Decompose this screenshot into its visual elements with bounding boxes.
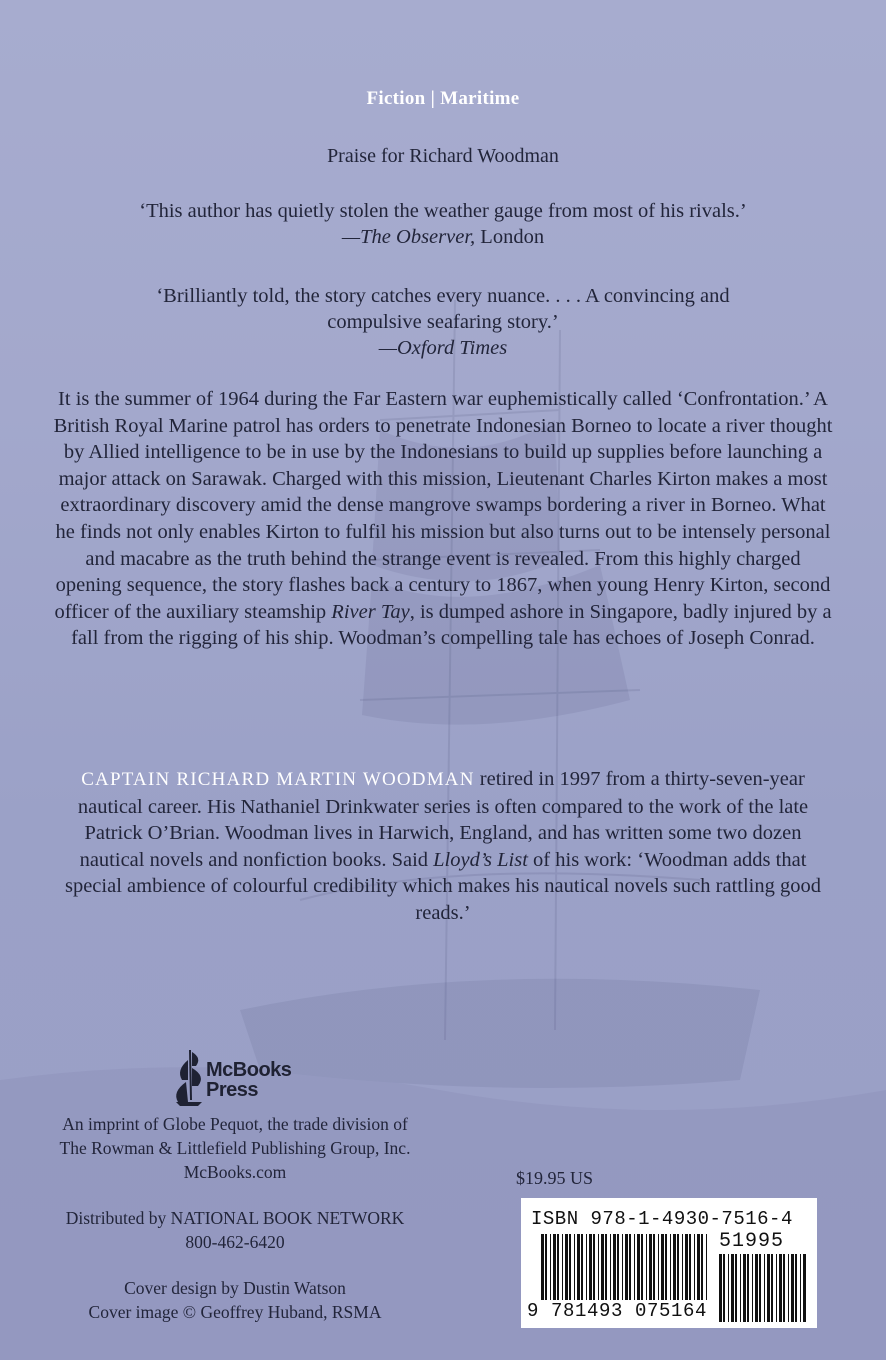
barcode-bar	[610, 1234, 611, 1302]
isbn-number: ISBN 978-1-4930-7516-4	[531, 1208, 793, 1230]
barcode-bar	[791, 1254, 794, 1322]
barcode-bar	[719, 1254, 722, 1322]
ship-icon	[172, 1048, 206, 1106]
barcode-bar	[759, 1254, 761, 1322]
barcode-bar	[752, 1254, 753, 1322]
barcode-bar	[625, 1234, 628, 1302]
barcode-bar	[661, 1234, 664, 1302]
barcode-bar	[755, 1254, 758, 1322]
barcode-bar	[601, 1234, 604, 1302]
barcode-bar	[562, 1234, 563, 1302]
barcode-bar	[593, 1234, 595, 1302]
barcode-bar	[605, 1234, 607, 1302]
distributor-phone: 800-462-6420	[185, 1232, 285, 1252]
author-name: CAPTAIN RICHARD MARTIN WOODMAN	[81, 769, 475, 790]
barcode-bar	[586, 1234, 587, 1302]
barcode-bar	[743, 1254, 746, 1322]
barcode-bar	[557, 1234, 559, 1302]
quote-place: London	[475, 226, 545, 248]
publisher-info	[20, 1112, 450, 1184]
quote-source: —The Observer,	[341, 226, 476, 248]
quote-text: ‘This author has quietly stolen the weather gauge from most of his rivals.’	[139, 200, 747, 222]
barcode-bar	[613, 1234, 616, 1302]
ship-name: River Tay	[331, 600, 410, 623]
quote-attribution	[0, 335, 886, 361]
barcode-bar	[653, 1234, 655, 1302]
quote-text-line1: ‘Brilliantly told, the story catches every nuance. . . . A convincing and	[156, 285, 730, 307]
barcode-bar	[677, 1234, 679, 1302]
cover-image-credit: Cover image © Geoffrey Huband, RSMA	[88, 1302, 382, 1322]
barcode-bar	[800, 1254, 801, 1322]
barcode-bar	[767, 1254, 770, 1322]
ean-digits: 9 781493 075164	[527, 1300, 708, 1322]
publisher-line2: The Rowman & Littlefield Publishing Group, Inc.	[59, 1138, 411, 1158]
barcode-bar	[728, 1254, 729, 1322]
barcode-bar	[682, 1234, 683, 1302]
barcode-bar	[783, 1254, 785, 1322]
barcode-bar	[577, 1234, 580, 1302]
barcode-bar	[706, 1234, 707, 1302]
barcode-bar	[649, 1234, 652, 1302]
barcode-bar	[673, 1234, 676, 1302]
barcode-bar	[569, 1234, 571, 1302]
barcode-bar	[637, 1234, 640, 1302]
barcode-bar	[795, 1254, 797, 1322]
barcode-bar	[764, 1254, 765, 1322]
book-description	[50, 386, 836, 652]
barcode-bar	[574, 1234, 575, 1302]
barcode-bar	[697, 1234, 700, 1302]
barcode-bar	[723, 1254, 725, 1322]
barcode-bar	[740, 1254, 741, 1322]
barcode-bar	[735, 1254, 737, 1322]
author-bio	[50, 766, 836, 927]
quote-source: —Oxford Times	[378, 337, 508, 359]
barcode-bar	[550, 1234, 551, 1302]
genre-label: Fiction | Maritime	[366, 88, 520, 109]
barcode-bar	[776, 1254, 777, 1322]
publisher-line1: An imprint of Globe Pequot, the trade division of	[62, 1114, 408, 1134]
barcode-bar	[641, 1234, 643, 1302]
cover-credits	[20, 1276, 450, 1324]
distribution-info	[20, 1206, 450, 1254]
barcode-bar	[629, 1234, 631, 1302]
cover-design-credit: Cover design by Dustin Watson	[124, 1278, 346, 1298]
barcode-bar	[545, 1234, 547, 1302]
bio-part2: of his work: ‘Woodman adds that special ambience of colourful credibility which makes his nautical novels such rattling good reads.’	[64, 848, 821, 924]
barcode-bar	[689, 1234, 691, 1302]
barcode-bar	[803, 1254, 806, 1322]
barcode-bar	[622, 1234, 623, 1302]
publisher-website: McBooks.com	[183, 1162, 287, 1182]
barcode-bar	[617, 1234, 619, 1302]
barcode-bar	[747, 1254, 749, 1322]
barcode-bar	[658, 1234, 659, 1302]
barcode-bar	[771, 1254, 773, 1322]
publisher-logo	[172, 1048, 322, 1108]
description-part1: It is the summer of 1964 during the Far Eastern war euphemistically called ‘Confrontation.’ A British Royal Marine patrol has orders to penetrate Indonesian Borneo to locate a river thought by Allied intelligence to be in use by the Indonesians to build up supplies before launching a major attack on Sarawak. Charged with this mission, Lieutenant Charles Kirton makes a most extraordinary discovery amid the dense mangrove swamps bordering a river in Borneo. What he finds not only enables Kirton to fulfil his mission but also turns out to be intensely personal and macabre as the truth behind the strange event is revealed. From this highly charged opening sequence, the story flashes back a century to 1867, when young Henry Kirton, second officer of the auxiliary steamship	[53, 388, 833, 623]
barcode-bar	[665, 1234, 667, 1302]
review-quote-oxford-times	[0, 283, 886, 361]
barcode-bar	[670, 1234, 671, 1302]
barcode-bar	[685, 1234, 688, 1302]
price-label: $19.95 US	[516, 1168, 594, 1188]
bio-part1: retired in 1997 from a thirty-seven-year nautical career. His Nathaniel Drinkwater series is often compared to the work of the late Patrick O’Brian. Woodman lives in Harwich, England, and has written some two dozen nautical novels and nonfiction books. Said	[77, 768, 809, 871]
quote-attribution	[0, 224, 886, 250]
barcode-bar	[589, 1234, 592, 1302]
barcode-bar	[701, 1234, 703, 1302]
barcode-bar	[646, 1234, 647, 1302]
publication-name: Lloyd’s List	[433, 848, 528, 871]
barcode-bar	[779, 1254, 782, 1322]
barcode-bar	[788, 1254, 789, 1322]
barcode-bar	[634, 1234, 635, 1302]
barcode-bar	[731, 1254, 734, 1322]
barcode-bar	[694, 1234, 695, 1302]
praise-heading: Praise for Richard Woodman	[327, 145, 559, 167]
logo-line1: McBooks	[206, 1059, 292, 1081]
logo-text	[206, 1060, 291, 1100]
description-part2: , is dumped ashore in Singapore, badly injured by a fall from the rigging of his ship. Woodman’s compelling tale has echoes of Joseph Conrad.	[71, 600, 832, 650]
barcode-bar	[565, 1234, 568, 1302]
isbn-barcode	[521, 1198, 817, 1328]
distributor-line: Distributed by NATIONAL BOOK NETWORK	[65, 1208, 405, 1228]
quote-text-line2: compulsive seafaring story.’	[327, 311, 559, 333]
barcode-bar	[541, 1234, 544, 1302]
barcode-bar	[581, 1234, 583, 1302]
review-quote-observer	[0, 198, 886, 250]
barcode-bar	[598, 1234, 599, 1302]
price-code: 51995	[719, 1230, 785, 1253]
logo-line2: Press	[206, 1079, 258, 1101]
barcode-bar	[553, 1234, 556, 1302]
